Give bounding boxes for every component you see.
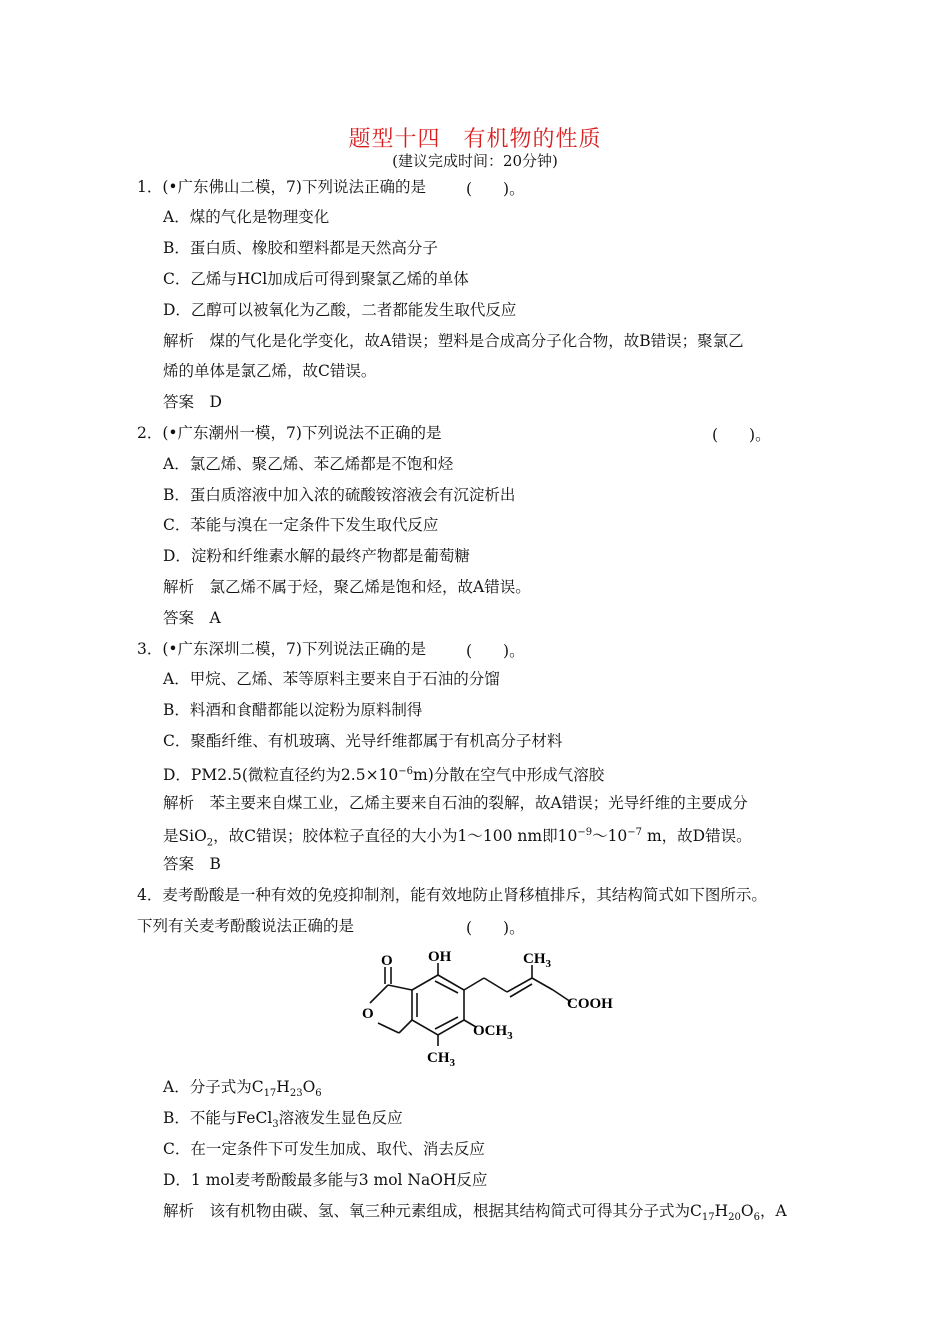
question-3-answer-blank: ( )。 — [466, 642, 525, 660]
question-1-option-a: A．煤的气化是物理变化 — [163, 208, 330, 226]
page-title: 题型十四 有机物的性质 — [348, 127, 602, 152]
question-1-analysis-line-1: 解析 煤的气化是化学变化，故A错误；塑料是合成高分子化合物，故B错误；聚氯乙 — [163, 332, 744, 350]
question-1-stem: 1．(•广东佛山二模，7)下列说法正确的是 — [137, 178, 426, 196]
question-2-option-c: C．苯能与溴在一定条件下发生取代反应 — [163, 516, 439, 534]
question-4-option-a: A．分子式为$C_{17}H_{23}O_6$ — [163, 1078, 322, 1100]
carboxyl-label: COOH — [567, 996, 613, 1012]
methoxy-label: $OCH_3$ — [473, 1023, 513, 1042]
question-3-analysis-line-1: 解析 苯主要来自煤工业，乙烯主要来自石油的裂解，故A错误；光导纤维的主要成分 — [163, 794, 748, 812]
question-3-stem: 3．(•广东深圳二模，7)下列说法正确的是 — [137, 640, 426, 658]
question-1-answer-blank: ( )。 — [466, 180, 525, 198]
question-2-answer-blank: ( )。 — [712, 426, 771, 444]
methyl-bottom-label: $CH_3$ — [427, 1050, 455, 1069]
question-3-option-d: D．PM2.5(微粒直径约为$2.5\times 10^{-6}m$)分散在空气中形成气溶胶 — [163, 766, 605, 785]
question-4-option-d: D．1 mol麦考酚酸最多能与3 mol NaOH反应 — [163, 1171, 488, 1189]
hydroxyl-label: OH — [428, 949, 452, 965]
question-4-option-c: C．在一定条件下可发生加成、取代、消去反应 — [163, 1140, 485, 1158]
methyl-top-label: $CH_3$ — [523, 951, 551, 970]
ring-oxygen-label: O — [362, 1006, 374, 1022]
suggested-time: (建议完成时间：20分钟) — [392, 152, 558, 170]
question-1-option-d: D．乙醇可以被氧化为乙酸，二者都能发生取代反应 — [163, 301, 517, 319]
question-1-analysis-line-2: 烯的单体是氯乙烯，故C错误。 — [163, 362, 377, 380]
question-1-option-c: C．乙烯与HCl加成后可得到聚氯乙烯的单体 — [163, 270, 469, 288]
question-2-stem: 2．(•广东潮州一模，7)下列说法不正确的是 — [137, 424, 442, 442]
question-1-answer: 答案 D — [163, 393, 222, 411]
carbonyl-oxygen-label: O — [381, 953, 393, 969]
question-3-answer: 答案 B — [163, 855, 221, 873]
question-4-answer-blank: ( )。 — [466, 919, 525, 937]
question-4-stem-line-1: 4．麦考酚酸是一种有效的免疫抑制剂，能有效地防止肾移植排斥，其结构简式如下图所示。 — [137, 886, 767, 904]
question-3-option-a: A．甲烷、乙烯、苯等原料主要来自于石油的分馏 — [163, 670, 500, 688]
question-2-option-d: D．淀粉和纤维素水解的最终产物都是葡萄糖 — [163, 547, 470, 565]
question-3-option-b: B．料酒和食醋都能以淀粉为原料制得 — [163, 701, 423, 719]
question-2-answer: 答案 A — [163, 609, 221, 627]
question-2-option-a: A．氯乙烯、聚乙烯、苯乙烯都是不饱和烃 — [163, 455, 454, 473]
question-4-stem-line-2: 下列有关麦考酚酸说法正确的是 — [137, 917, 355, 935]
question-1-option-b: B．蛋白质、橡胶和塑料都是天然高分子 — [163, 239, 438, 257]
question-4-analysis: 解析 该有机物由碳、氢、氧三种元素组成，根据其结构简式可得其分子式为$C_{17}H_{20}O_6$，A — [163, 1202, 787, 1224]
question-2-option-b: B．蛋白质溶液中加入浓的硫酸铵溶液会有沉淀析出 — [163, 486, 516, 504]
question-2-analysis: 解析 氯乙烯不属于烃，聚乙烯是饱和烃，故A错误。 — [163, 578, 531, 596]
question-3-option-c: C．聚酯纤维、有机玻璃、光导纤维都属于有机高分子材料 — [163, 732, 563, 750]
question-4-option-b: B．不能与FeCl$_3$溶液发生显色反应 — [163, 1109, 403, 1131]
question-3-analysis-line-2: 是SiO$_2$，故C错误；胶体粒子直径的大小为1～100 nm即$10^{-9}\sim 10^{-7}$ m，故D错误。 — [163, 827, 752, 849]
mycophenolic-acid-structure — [355, 945, 625, 1070]
